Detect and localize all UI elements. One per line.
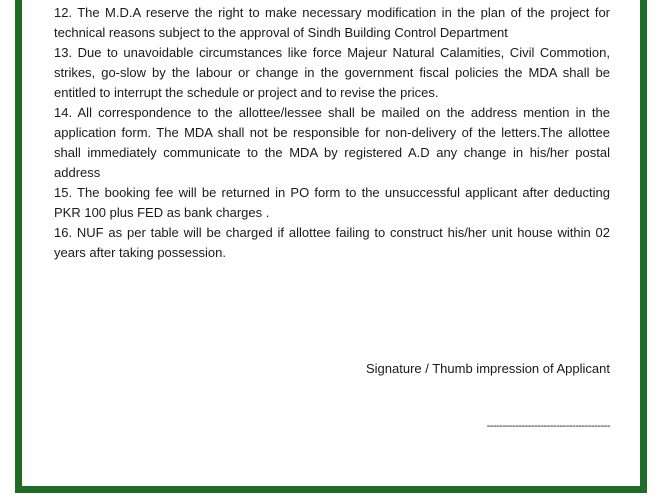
signature-line: ---------------------------------------: [486, 420, 610, 432]
page-border-right: [640, 0, 647, 493]
term-13: 13. Due to unavoidable circumstances like force Majeur Natural Calamities, Civil Commotion, strikes, go-slow by the labour or change in the government fiscal policies the MDA shall be entitled to interrupt the schedule or project and to revise the prices.: [54, 45, 610, 100]
term-15: 15. The booking fee will be returned in PO form to the unsuccessful applicant after deducting PKR 100 plus FED as bank charges .: [54, 185, 610, 220]
terms-list: [54, 3, 610, 263]
term-12: 12. The M.D.A reserve the right to make necessary modification in the plan of the project for technical reasons subject to the approval of Sindh Building Control Department: [54, 5, 610, 40]
page-border-left: [15, 0, 22, 493]
page-border-bottom: [15, 486, 647, 493]
term-14: 14. All correspondence to the allottee/lessee shall be mailed on the address mention in the application form. The MDA shall not be responsible for non-delivery of the letters.The allottee shall immediately communicate to the MDA by registered A.D any change in his/her postal address: [54, 105, 610, 180]
signature-label: Signature / Thumb impression of Applicant: [365, 361, 610, 376]
term-16: 16. NUF as per table will be charged if allottee failing to construct his/her unit house within 02 years after taking possession.: [54, 225, 610, 260]
